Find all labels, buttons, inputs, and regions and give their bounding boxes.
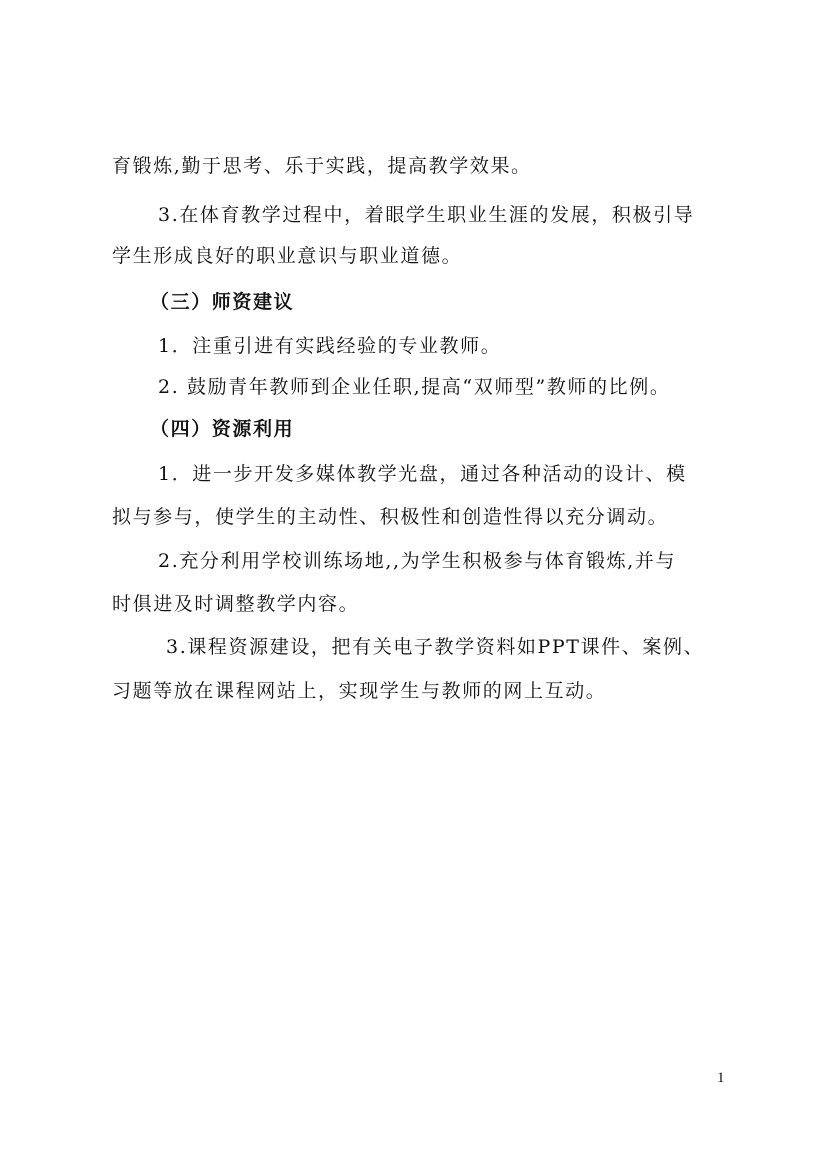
teacher-item-1: 1．注重引进有实践经验的专业教师。: [158, 335, 502, 357]
paragraph-line-continuation: 育锻炼,勤于思考、乐于实践，提高教学效果。: [112, 155, 532, 177]
list-item-3-line-2: 学生形成良好的职业意识与职业道德。: [112, 245, 463, 267]
resource-item-3-line-1: 3.课程资源建设，把有关电子教学资料如PPT课件、案例、: [166, 636, 705, 658]
resource-item-1-line-2: 拟与参与，使学生的主动性、积极性和创造性得以充分调动。: [112, 506, 669, 528]
section-heading-teacher-suggestions: （三）师资建议: [150, 291, 295, 313]
resource-item-3-line-2: 习题等放在课程网站上，实现学生与教师的网上互动。: [112, 680, 607, 702]
page-number: 1: [717, 1070, 725, 1086]
list-item-3-line-1: 3.在体育教学过程中，着眼学生职业生涯的发展，积极引导: [158, 204, 695, 226]
section-heading-resource-use: （四）资源利用: [150, 418, 295, 440]
resource-item-2-line-2: 时俱进及时调整教学内容。: [112, 593, 360, 615]
teacher-item-2: 2. 鼓励青年教师到企业任职,提高“双师型”教师的比例。: [158, 376, 671, 398]
resource-item-1-line-1: 1．进一步开发多媒体教学光盘，通过各种活动的设计、模: [158, 463, 687, 485]
resource-item-2-line-1: 2.充分利用学校训练场地,,为学生积极参与体育锻炼,并与: [158, 550, 677, 572]
